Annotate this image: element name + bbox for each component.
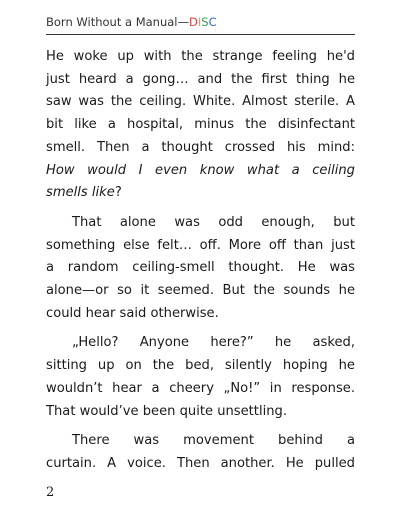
paragraph-1 [46,46,355,205]
paragraph-3 [46,332,355,423]
question-mark: ? [114,185,122,201]
italic-line [46,160,355,183]
disc-letter-d: D [189,15,198,29]
book-title: Born Without a Manual— [46,15,189,29]
italic-text: How would I even know what a ceiling [46,162,355,178]
running-header [46,12,355,35]
text-line: a random ceiling-smell thought. He was [46,260,355,276]
text-line: wouldn’t hear a cheery „No!” in response. [46,380,355,396]
text-line: There was movement behind a [72,433,355,449]
text-line: saw was the ceiling. White. Almost sterile. A [46,94,355,110]
page-number: 2 [46,485,55,500]
disc-logo [189,15,217,29]
text-line: sitting up on the bed, silently hoping he [46,358,355,374]
text-line: could hear said otherwise. [46,305,219,321]
text-line: That alone was odd enough, but [72,214,355,230]
text-line: smell. Then a thought crossed his mind: [46,139,355,155]
text-line: „Hello? Anyone here?” he asked, [72,335,355,351]
italic-line [46,182,355,205]
paragraph-2 [46,212,355,326]
disc-letter-s: S [201,15,209,29]
body-text [46,46,355,483]
paragraph-4 [46,430,355,475]
text-line: just heard a gong… and the first thing he [46,71,355,87]
text-line: something else felt… off. More off than just [46,237,355,253]
italic-text: smells like [46,185,115,201]
text-line: alone—or so it seemed. But the sounds he [46,283,355,299]
disc-letter-c: C [208,15,217,29]
text-line: That would’ve been quite unsettling. [46,403,287,419]
text-line: He woke up with the strange feeling he'd [46,49,355,64]
disc-letter-i: I [197,15,202,29]
text-line: bit like a hospital, minus the disinfectant [46,117,355,133]
text-line: curtain. A voice. Then another. He pulled [46,455,355,471]
